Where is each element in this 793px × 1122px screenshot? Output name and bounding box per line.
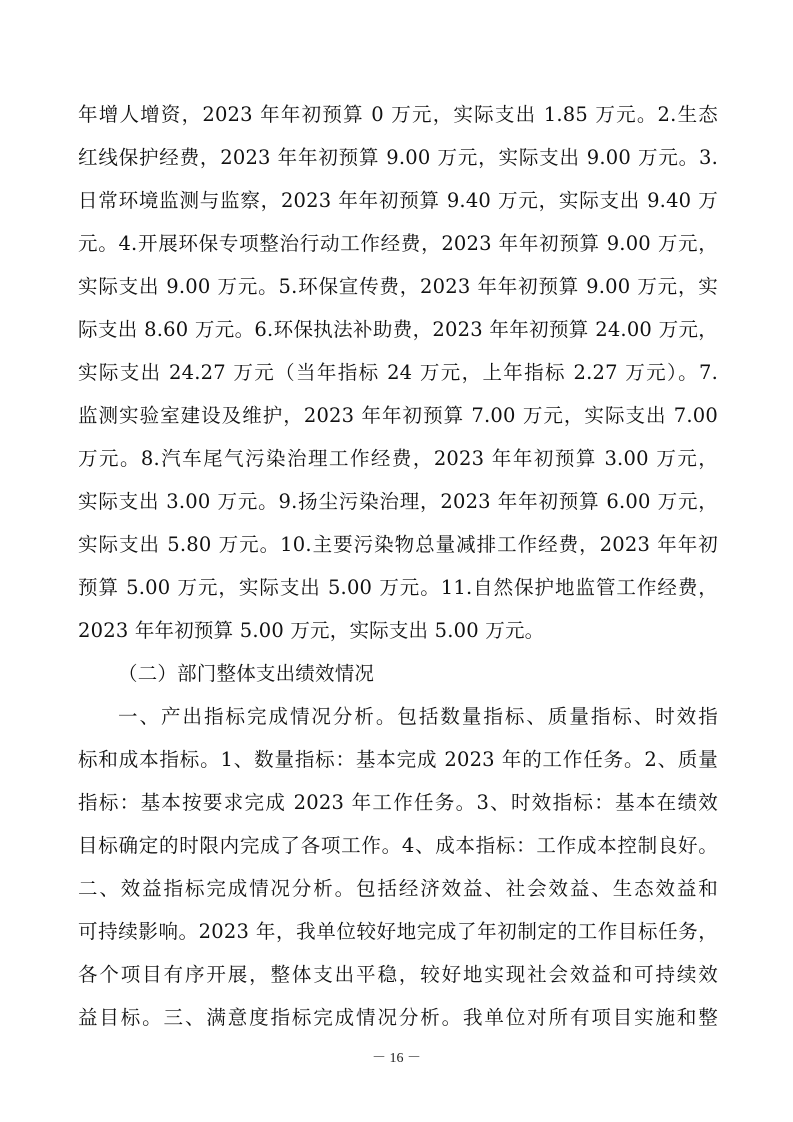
paragraph-line: 际支出 8.60 万元。6.环保执法补助费，2023 年年初预算 24.00 万元， [78, 318, 718, 341]
page-number: － 16 － [372, 1051, 421, 1066]
paragraph-line: 实际支出 3.00 万元。9.扬尘污染治理，2023 年年初预算 6.00 万元， [78, 490, 718, 513]
paragraph-line: 红线保护经费，2023 年年初预算 9.00 万元，实际支出 9.00 万元。3. [78, 146, 718, 169]
section-heading: （二）部门整体支出绩效情况 [118, 662, 375, 685]
paragraph-line: 指标：基本按要求完成 2023 年工作任务。3、时效指标：基本在绩效 [78, 791, 718, 814]
paragraph-line: 2023 年年初预算 5.00 万元，实际支出 5.00 万元。 [78, 619, 545, 642]
paragraph-line: 一、产出指标完成情况分析。包括数量指标、质量指标、时效指 [118, 705, 718, 728]
paragraph-line: 实际支出 24.27 万元（当年指标 24 万元，上年指标 2.27 万元）。7. [78, 361, 718, 384]
paragraph-line: 预算 5.00 万元，实际支出 5.00 万元。11.自然保护地监管工作经费， [78, 576, 718, 599]
paragraph-line: 年增人增资，2023 年年初预算 0 万元，实际支出 1.85 万元。2.生态 [78, 103, 718, 126]
paragraph-line: 监测实验室建设及维护，2023 年年初预算 7.00 万元，实际支出 7.00 [78, 404, 718, 427]
paragraph-line: 益目标。三、满意度指标完成情况分析。我单位对所有项目实施和整 [78, 1006, 718, 1029]
paragraph-line: 目标确定的时限内完成了各项工作。4、成本指标：工作成本控制良好。 [78, 834, 718, 857]
paragraph-line: 实际支出 9.00 万元。5.环保宣传费，2023 年年初预算 9.00 万元，实 [78, 275, 718, 298]
paragraph-line: 元。4.开展环保专项整治行动工作经费，2023 年年初预算 9.00 万元， [78, 232, 718, 255]
paragraph-line: 可持续影响。2023 年，我单位较好地完成了年初制定的工作目标任务， [78, 920, 718, 943]
paragraph-line: 二、效益指标完成情况分析。包括经济效益、社会效益、生态效益和 [78, 877, 718, 900]
paragraph-line: 万元。8.汽车尾气污染治理工作经费，2023 年年初预算 3.00 万元， [78, 447, 718, 470]
paragraph-line: 日常环境监测与监察，2023 年年初预算 9.40 万元，实际支出 9.40 万 [78, 189, 718, 212]
paragraph-line: 实际支出 5.80 万元。10.主要污染物总量减排工作经费，2023 年年初 [78, 533, 718, 556]
paragraph-line: 标和成本指标。1、数量指标：基本完成 2023 年的工作任务。2、质量 [78, 748, 718, 771]
paragraph-line: 各个项目有序开展，整体支出平稳，较好地实现社会效益和可持续效 [78, 963, 718, 986]
